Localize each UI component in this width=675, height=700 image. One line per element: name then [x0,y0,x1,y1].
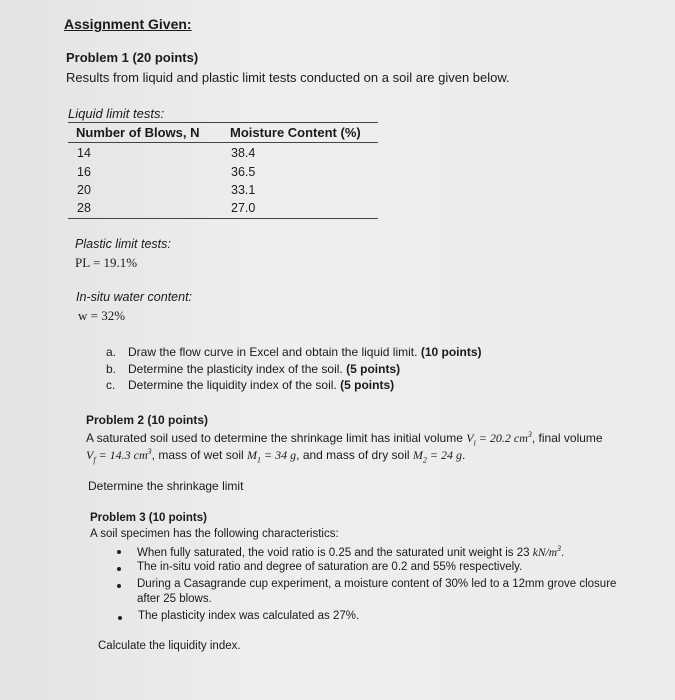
vi-subscript: i [473,438,476,448]
assignment-heading: Assignment Given: [64,16,192,32]
cube-superscript: 3 [147,447,152,456]
m1-symbol: M [247,448,258,462]
table-cell-blows: 20 [77,183,91,197]
problem3-intro: A soil specimen has the following characteristics: [90,528,339,540]
table-cell-moisture: 38.4 [231,146,256,160]
problem2-text: , and mass of dry soil [296,448,410,462]
question-a [106,345,482,359]
vi-symbol: V [466,431,474,445]
table-cell-blows: 14 [77,146,91,160]
problem3-bullet-3-line2: after 25 blows. [137,593,212,605]
bullet-end: . [561,546,565,559]
bullet-dot [118,616,122,620]
problem3-bullet-3-line1: During a Casagrande cup experiment, a moisture content of 30% led to a 12mm grove closure [137,578,617,590]
problem3-bullet-2: The in-situ void ratio and degree of saturation are 0.2 and 55% respectively. [137,561,523,573]
problem2-line2 [86,447,465,464]
problem3-bullet-4: The plasticity index was calculated as 27%. [138,610,360,622]
vf-value: = 14.3 cm [95,448,148,462]
table-cell-moisture: 27.0 [231,201,256,215]
problem1-intro: Results from liquid and plastic limit tests conducted on a soil are given below. [66,70,510,85]
question-points: (5 points) [346,362,401,376]
problem2-text: . [462,448,466,462]
table-header-rule [68,142,378,143]
problem3-title: Problem 3 (10 points) [90,512,207,524]
insitu-water-title: In-situ water content: [76,290,193,304]
unit-text: kN/m [532,546,557,559]
table-cell-blows: 16 [77,165,91,179]
question-c [106,378,394,392]
unit-superscript: 3 [557,544,561,553]
bullet-dot [117,550,121,554]
m2-subscript: 2 [422,455,427,465]
problem1-title: Problem 1 (20 points) [66,50,199,65]
question-marker: a. [106,345,117,359]
question-points: (5 points) [340,378,395,392]
question-marker: b. [106,362,117,376]
m1-value: = 34 g [261,448,297,462]
question-b [106,362,400,376]
problem2-title: Problem 2 (10 points) [86,413,209,427]
problem2-line1 [86,430,603,447]
wet-mass-expr [247,448,297,465]
vf-subscript: f [93,455,96,465]
plastic-limit-value: PL = 19.1% [75,255,138,270]
question-text: Determine the liquidity index of the soil. [128,378,337,392]
insitu-water-value: w = 32% [78,308,126,323]
m2-value: = 24 g [426,448,462,462]
question-text: Determine the plasticity index of the soil. [128,362,343,376]
table-cell-blows: 28 [77,201,91,215]
table-top-rule [68,122,378,123]
table-cell-moisture: 33.1 [231,183,256,197]
dry-mass-expr [412,448,462,465]
question-marker: c. [106,378,116,392]
m2-symbol: M [412,448,423,462]
question-text: Draw the flow curve in Excel and obtain the liquid limit. [128,345,418,359]
vi-value: = 20.2 cm [475,431,528,445]
plastic-limit-title: Plastic limit tests: [75,237,171,251]
vf-symbol: V [86,448,94,462]
bullet-dot [117,584,121,588]
problem2-text: A saturated soil used to determine the shrinkage limit has initial volume [86,431,463,445]
final-volume-expr [86,447,152,465]
table-header-moisture: Moisture Content (%) [230,125,361,140]
bullet-dot [117,567,121,571]
problem2-text: , mass of wet soil [151,448,244,462]
m1-subscript: 1 [257,455,262,465]
unit-weight-unit [532,544,561,559]
question-points: (10 points) [420,345,482,359]
bullet-text: When fully saturated, the void ratio is 0.25 and the saturated unit weight is 23 [137,546,530,559]
table-cell-moisture: 36.5 [231,165,256,179]
problem3-task: Calculate the liquidity index. [98,640,241,652]
problem2-text: , final volume [531,431,603,445]
problem3-bullet-1 [137,544,564,559]
cube-superscript: 3 [527,430,532,439]
problem2-task: Determine the shrinkage limit [88,479,244,493]
table-bottom-rule [68,218,378,219]
table-header-blows: Number of Blows, N [76,125,200,140]
initial-volume-expr [466,430,532,448]
liquid-limit-title: Liquid limit tests: [68,106,165,121]
